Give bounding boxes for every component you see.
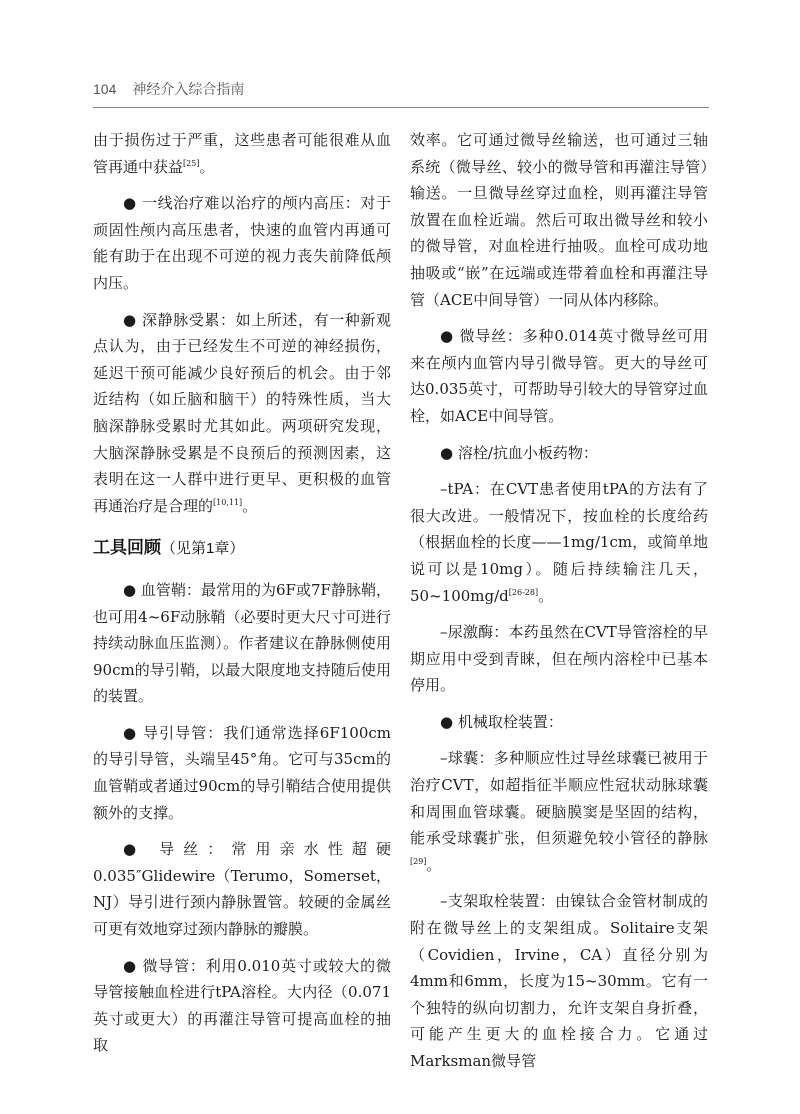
bullet-paragraph: ● 机械取栓装置：	[440, 712, 563, 731]
citation: [26-28]	[508, 587, 539, 597]
punct: 。	[199, 157, 215, 176]
bullet-paragraph: ● 溶栓/抗血小板药物：	[440, 443, 598, 462]
punct: 。	[242, 496, 258, 515]
paragraph-text: 由于损伤过于严重，这些患者可能很难从血管再通中获益	[93, 131, 391, 176]
bullet-paragraph: ● 导丝：常用亲水性超硬0.035″Glidewire（Terumo，Somerset，NJ）导引进行颈内静脉置管。较硬的金属丝可更有效地穿过颈内静脉的瓣膜。	[93, 840, 391, 939]
section-title: 工具回顾	[93, 538, 161, 558]
paragraph-text: –球囊：多种顺应性过导丝球囊已被用于治疗CVT，如超指征半顺应性冠状动脉球囊和周围血管球囊。硬脑膜窦是坚固的结构，能承受球囊扩张，但须避免较小管径的静脉	[410, 749, 708, 848]
bullet-paragraph	[93, 307, 391, 520]
punct: 。	[538, 586, 554, 605]
section-subtitle: （见第1章）	[161, 540, 245, 558]
bullet-paragraph: ● 导引导管：我们通常选择6F100cm的导引导管，头端呈45°角。它可与35cm的血管鞘或者通过90cm的导引鞘结合使用提供额外的支撑。	[93, 723, 391, 822]
paragraph	[93, 127, 391, 180]
sub-paragraph	[410, 476, 708, 609]
section-heading	[93, 535, 391, 563]
paragraph: 效率。它可通过微导丝输送，也可通过三轴系统（微导丝、较小的微导管和再灌注导管）输送。一旦微导丝穿过血栓，则再灌注导管放置在血栓近端。然后可取出微导丝和较小的微导管，对血栓进行抽吸。血栓可成功地抽吸或“嵌”在远端或连带着血栓和再灌注导管（ACE中间导管）一同从体内移除。	[410, 131, 708, 309]
bullet-paragraph: ● 一线治疗难以治疗的颅内高压：对于顽固性颅内高压患者，快速的血管内再通可能有助于在出现不可逆的视力丧失前降低颅内压。	[93, 194, 391, 292]
book-title: 神经介入综合指南	[132, 81, 245, 97]
bullet-paragraph: ● 血管鞘：最常用的为6F或7F静脉鞘，也可用4~6F动脉鞘（必要时更大尺寸可进行持续动脉血压监测）。作者建议在静脉侧使用90cm的导引鞘，以最大限度地支持随后使用的装置。	[93, 580, 391, 706]
page-number: 104	[93, 81, 117, 97]
bullet-paragraph: ● 微导丝：多种0.014英寸微导丝可用来在颅内血管内导引微导管。更大的导丝可达0.035英寸，可帮助导引较大的导管穿过血栓，如ACE中间导管。	[410, 327, 708, 425]
header-rule	[93, 107, 709, 108]
citation: [10,11]	[213, 497, 243, 507]
paragraph-text: –tPA：在CVT患者使用tPA的方法有了很大改进。一般情况下，按血栓的长度给药（根据血栓的长度——1mg/1cm，或简单地说可以是10mg）。随后持续输注几天，50~100mg/d	[410, 480, 708, 605]
paragraph-text: ● 深静脉受累：如上所述，有一种新观点认为，由于已经发生不可逆的神经损伤，延迟干预可能减少良好预后的机会。由于邻近结构（如丘脑和脑干）的特殊性质，当大脑深静脉受累时尤其如此。两项研究发现，大脑深静脉受累是不良预后的预测因素，这表明在这一人群中进行更早、更积极的血管再通治疗是合理的	[93, 310, 391, 515]
sub-paragraph	[410, 745, 708, 878]
sub-paragraph: –支架取栓装置：由镍钛合金管材制成的附在微导丝上的支架组成。Solitaire支架（Covidien，Irvine，CA）直径分别为4mm和6mm，长度为15~30mm。它有一个独特的纵向切割力，允许支架自身折叠，可能产生更大的血栓接合力。它通过Marksman微导管	[410, 892, 708, 1070]
punct: 。	[426, 855, 442, 874]
bullet-paragraph: ● 微导管：利用0.010英寸或较大的微导管接触血栓进行tPA溶栓。大内径（0.071英寸或更大）的再灌注导管可提高血栓的抽取	[93, 956, 391, 1055]
running-header	[93, 79, 244, 99]
citation: [29]	[410, 856, 427, 866]
sub-paragraph: –尿激酶：本药虽然在CVT导管溶栓的早期应用中受到青睐，但在颅内溶栓中已基本停用。	[410, 623, 708, 695]
right-column	[410, 127, 708, 1085]
citation: [25]	[183, 158, 200, 168]
left-column	[93, 127, 391, 1069]
